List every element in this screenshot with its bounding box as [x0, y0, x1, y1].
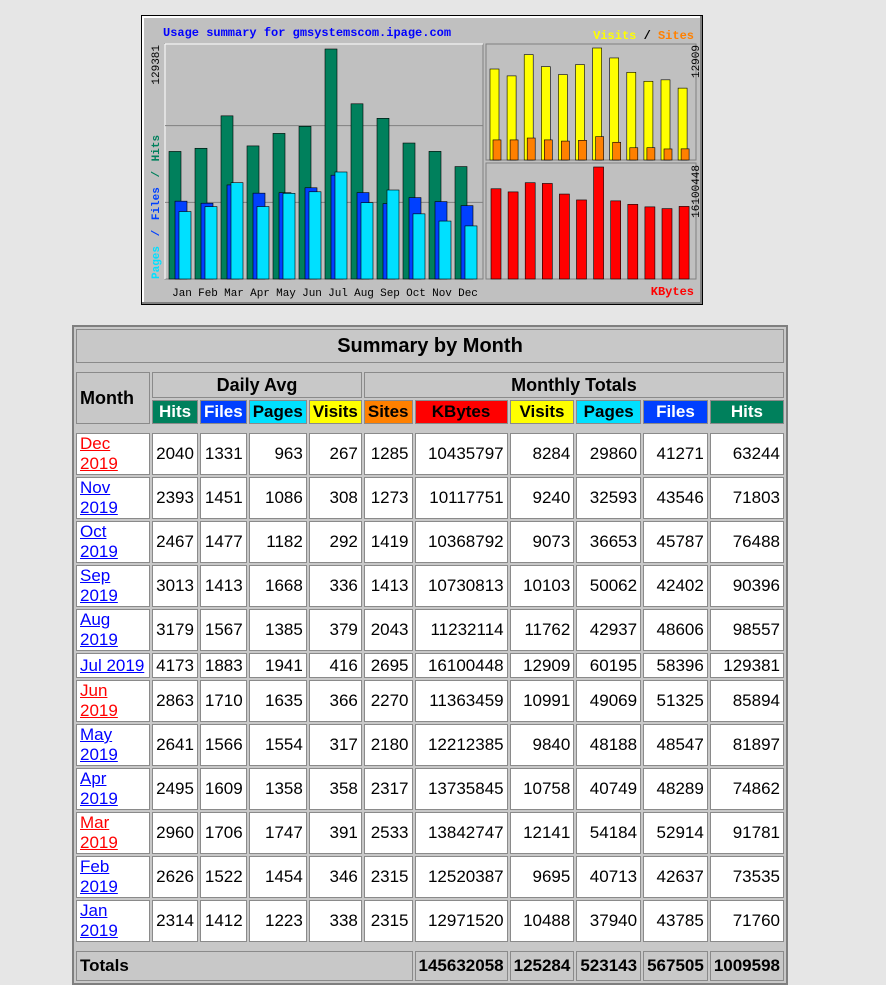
cell-kbytes: 16100448: [415, 653, 508, 678]
table-title: Summary by Month: [76, 329, 784, 363]
cell-files: 48289: [643, 768, 708, 810]
cell-visits: 10103: [510, 565, 575, 607]
cell-hits: 2641: [152, 724, 198, 766]
cell-kbytes: 10435797: [415, 433, 508, 475]
bar-visits-nov: [661, 80, 670, 160]
cell-visits: 366: [309, 680, 362, 722]
bar-kbytes-apr: [542, 183, 552, 279]
bar-sites-aug: [613, 142, 621, 160]
cell-hits: 2314: [152, 900, 198, 942]
cell-visits: 10758: [510, 768, 575, 810]
cell-hits: 2495: [152, 768, 198, 810]
cell-files: 1567: [200, 609, 247, 651]
cell-sites: 2315: [364, 856, 413, 898]
cell-visits: 358: [309, 768, 362, 810]
cell-hits: 85894: [710, 680, 784, 722]
table-row: [76, 768, 784, 810]
month-cell: [76, 724, 150, 766]
totals-row: [76, 951, 784, 981]
cell-files: 1566: [200, 724, 247, 766]
cell-visits: 9073: [510, 521, 575, 563]
legend-sites: Sites: [657, 29, 694, 43]
cell-hits: 73535: [710, 856, 784, 898]
bar-sites-feb: [510, 140, 518, 160]
bar-sites-sep: [630, 148, 638, 160]
cell-visits: 9695: [510, 856, 575, 898]
cell-hits: 2467: [152, 521, 198, 563]
cell-visits: 10488: [510, 900, 575, 942]
cell-hits: 71760: [710, 900, 784, 942]
bar-pages-oct: [413, 214, 425, 279]
table-row: [76, 477, 784, 519]
legend-visits: Visits: [593, 29, 637, 43]
table-row: [76, 856, 784, 898]
bar-sites-jan: [493, 140, 501, 160]
cell-hits: 71803: [710, 477, 784, 519]
table-row: [76, 609, 784, 651]
legend-kbytes: KBytes: [650, 285, 694, 299]
bar-pages-apr: [257, 207, 269, 279]
cell-visits: 346: [309, 856, 362, 898]
bar-sites-nov: [664, 149, 672, 160]
x-label-dec: Dec: [458, 288, 478, 300]
month-link-dec-2019[interactable]: Dec 2019: [80, 434, 118, 473]
cell-visits: 416: [309, 653, 362, 678]
month-header: Month: [76, 372, 150, 424]
cell-pages: 50062: [576, 565, 641, 607]
cell-pages: 40749: [576, 768, 641, 810]
legend-files: Files: [151, 187, 163, 221]
bar-pages-feb: [205, 207, 217, 279]
cell-visits: 292: [309, 521, 362, 563]
cell-hits: 76488: [710, 521, 784, 563]
cell-files: 42637: [643, 856, 708, 898]
bar-pages-jun: [309, 192, 321, 279]
cell-sites: 1285: [364, 433, 413, 475]
month-link-nov-2019[interactable]: Nov 2019: [80, 478, 118, 517]
visits-axis-max-label: 12909: [691, 45, 703, 79]
bar-kbytes-jan: [491, 189, 501, 279]
cell-files: 1451: [200, 477, 247, 519]
month-link-sep-2019[interactable]: Sep 2019: [80, 566, 118, 605]
cell-hits: 91781: [710, 812, 784, 854]
col-header-visits-3: Visits: [309, 400, 362, 424]
cell-visits: 10991: [510, 680, 575, 722]
month-link-jan-2019[interactable]: Jan 2019: [80, 901, 118, 940]
total-kbytes: 145632058: [415, 951, 508, 981]
cell-files: 1706: [200, 812, 247, 854]
cell-sites: 1419: [364, 521, 413, 563]
bar-pages-dec: [465, 226, 477, 279]
cell-pages: 1182: [249, 521, 307, 563]
legend-sep-3: /: [643, 29, 651, 43]
legend-hits: Hits: [151, 134, 163, 162]
month-cell: [76, 680, 150, 722]
cell-files: 1883: [200, 653, 247, 678]
usage-chart: [141, 15, 703, 305]
total-pages: 523143: [576, 951, 641, 981]
cell-pages: 1635: [249, 680, 307, 722]
month-cell: [76, 856, 150, 898]
cell-files: 42402: [643, 565, 708, 607]
cell-visits: 317: [309, 724, 362, 766]
cell-files: 52914: [643, 812, 708, 854]
month-cell: [76, 565, 150, 607]
col-header-hits-9: Hits: [710, 400, 784, 424]
cell-hits: 63244: [710, 433, 784, 475]
bar-pages-sep: [387, 190, 399, 279]
cell-sites: 2043: [364, 609, 413, 651]
total-visits: 125284: [510, 951, 575, 981]
cell-kbytes: 13842747: [415, 812, 508, 854]
x-label-oct: Oct: [406, 288, 426, 300]
bar-kbytes-may: [559, 194, 569, 279]
bar-pages-jul: [335, 172, 347, 279]
bar-pages-jan: [179, 212, 191, 279]
cell-visits: 11762: [510, 609, 575, 651]
cell-kbytes: 12520387: [415, 856, 508, 898]
col-header-visits-6: Visits: [510, 400, 575, 424]
cell-files: 1331: [200, 433, 247, 475]
cell-pages: 1554: [249, 724, 307, 766]
cell-sites: 2180: [364, 724, 413, 766]
cell-files: 51325: [643, 680, 708, 722]
bar-sites-jul: [596, 137, 604, 160]
cell-pages: 1941: [249, 653, 307, 678]
bar-kbytes-mar: [525, 183, 535, 279]
col-header-kbytes-5: KBytes: [415, 400, 508, 424]
x-label-jun: Jun: [302, 288, 322, 300]
cell-hits: 3013: [152, 565, 198, 607]
bar-sites-dec: [681, 149, 689, 160]
x-label-may: May: [276, 288, 296, 300]
x-label-jul: Jul: [328, 288, 348, 300]
bar-pages-mar: [231, 183, 243, 279]
cell-hits: 2040: [152, 433, 198, 475]
cell-files: 1609: [200, 768, 247, 810]
cell-pages: 1223: [249, 900, 307, 942]
cell-hits: 4173: [152, 653, 198, 678]
table-row: [76, 812, 784, 854]
cell-kbytes: 12212385: [415, 724, 508, 766]
cell-visits: 9240: [510, 477, 575, 519]
cell-hits: 2960: [152, 812, 198, 854]
cell-hits: 2626: [152, 856, 198, 898]
cell-visits: 267: [309, 433, 362, 475]
col-header-pages-7: Pages: [576, 400, 641, 424]
bar-pages-may: [283, 193, 295, 279]
col-header-pages-2: Pages: [249, 400, 307, 424]
col-header-hits-0: Hits: [152, 400, 198, 424]
daily-avg-header: Daily Avg: [152, 372, 362, 398]
bar-pages-aug: [361, 203, 373, 279]
cell-files: 58396: [643, 653, 708, 678]
table-row: [76, 565, 784, 607]
month-link-oct-2019[interactable]: Oct 2019: [80, 522, 118, 561]
column-header-row: [76, 400, 784, 424]
table-row: [76, 900, 784, 942]
table-row: [76, 521, 784, 563]
cell-kbytes: 11232114: [415, 609, 508, 651]
cell-pages: 1454: [249, 856, 307, 898]
cell-files: 1522: [200, 856, 247, 898]
x-label-apr: Apr: [250, 288, 270, 300]
x-label-nov: Nov: [432, 288, 452, 300]
cell-files: 48547: [643, 724, 708, 766]
month-link-mar-2019[interactable]: Mar 2019: [80, 813, 118, 852]
cell-pages: 1358: [249, 768, 307, 810]
month-cell: [76, 653, 150, 678]
cell-pages: 48188: [576, 724, 641, 766]
month-link-may-2019[interactable]: May 2019: [80, 725, 118, 764]
kbytes-axis-max-label: 16100448: [691, 165, 703, 218]
col-header-files-8: Files: [643, 400, 708, 424]
bar-kbytes-sep: [628, 204, 638, 279]
x-label-aug: Aug: [354, 288, 374, 300]
cell-pages: 29860: [576, 433, 641, 475]
cell-hits: 3179: [152, 609, 198, 651]
cell-visits: 338: [309, 900, 362, 942]
monthly-totals-header: Monthly Totals: [364, 372, 784, 398]
cell-files: 1413: [200, 565, 247, 607]
bar-kbytes-jul: [594, 167, 604, 279]
cell-files: 1710: [200, 680, 247, 722]
month-link-jun-2019[interactable]: Jun 2019: [80, 681, 118, 720]
cell-hits: 81897: [710, 724, 784, 766]
month-cell: [76, 477, 150, 519]
bar-kbytes-jun: [577, 200, 587, 279]
month-link-feb-2019[interactable]: Feb 2019: [80, 857, 118, 896]
summary-by-month-table: [72, 325, 788, 985]
group-header-row: [76, 372, 784, 398]
cell-files: 43785: [643, 900, 708, 942]
cell-files: 48606: [643, 609, 708, 651]
bar-sites-jun: [579, 140, 587, 160]
bar-pages-nov: [439, 221, 451, 279]
cell-pages: 60195: [576, 653, 641, 678]
cell-pages: 40713: [576, 856, 641, 898]
bar-kbytes-dec: [679, 206, 689, 279]
cell-visits: 9840: [510, 724, 575, 766]
cell-pages: 49069: [576, 680, 641, 722]
month-link-apr-2019[interactable]: Apr 2019: [80, 769, 118, 808]
cell-sites: 1273: [364, 477, 413, 519]
left-legend: [151, 135, 163, 279]
bar-sites-oct: [647, 148, 655, 160]
legend-pages: Pages: [151, 245, 163, 279]
cell-hits: 2863: [152, 680, 198, 722]
bar-kbytes-feb: [508, 192, 518, 279]
table-row: [76, 680, 784, 722]
month-link-aug-2019[interactable]: Aug 2019: [80, 610, 118, 649]
cell-hits: 129381: [710, 653, 784, 678]
totals-label: Totals: [76, 951, 413, 981]
x-label-mar: Mar: [224, 288, 244, 300]
cell-sites: 2695: [364, 653, 413, 678]
cell-kbytes: 10368792: [415, 521, 508, 563]
cell-files: 1477: [200, 521, 247, 563]
cell-sites: 2317: [364, 768, 413, 810]
cell-kbytes: 13735845: [415, 768, 508, 810]
cell-kbytes: 11363459: [415, 680, 508, 722]
legend-sep-1: /: [151, 229, 163, 237]
cell-kbytes: 10117751: [415, 477, 508, 519]
cell-kbytes: 10730813: [415, 565, 508, 607]
bar-kbytes-aug: [611, 201, 621, 279]
cell-files: 41271: [643, 433, 708, 475]
cell-sites: 2270: [364, 680, 413, 722]
table-title-row: [76, 329, 784, 363]
month-cell: [76, 609, 150, 651]
col-header-sites-4: Sites: [364, 400, 413, 424]
cell-pages: 1086: [249, 477, 307, 519]
table-row: [76, 724, 784, 766]
cell-files: 1412: [200, 900, 247, 942]
cell-visits: 308: [309, 477, 362, 519]
cell-pages: 36653: [576, 521, 641, 563]
bar-sites-apr: [544, 140, 552, 160]
left-axis-max-label: 129381: [151, 45, 163, 85]
cell-visits: 12909: [510, 653, 575, 678]
cell-hits: 2393: [152, 477, 198, 519]
cell-visits: 379: [309, 609, 362, 651]
month-cell: [76, 900, 150, 942]
month-cell: [76, 812, 150, 854]
cell-files: 45787: [643, 521, 708, 563]
cell-hits: 90396: [710, 565, 784, 607]
col-header-files-1: Files: [200, 400, 247, 424]
cell-kbytes: 12971520: [415, 900, 508, 942]
chart-title: Usage summary for gmsystemscom.ipage.com: [163, 26, 452, 40]
bar-sites-may: [561, 141, 569, 160]
bar-visits-sep: [627, 72, 636, 160]
bar-sites-mar: [527, 138, 535, 160]
cell-pages: 1385: [249, 609, 307, 651]
month-cell: [76, 433, 150, 475]
cell-visits: 12141: [510, 812, 575, 854]
cell-hits: 98557: [710, 609, 784, 651]
cell-pages: 1747: [249, 812, 307, 854]
bar-kbytes-oct: [645, 207, 655, 279]
cell-pages: 42937: [576, 609, 641, 651]
total-hits: 1009598: [710, 951, 784, 981]
month-link-jul-2019[interactable]: Jul 2019: [80, 655, 145, 675]
table-row: [76, 653, 784, 678]
cell-files: 43546: [643, 477, 708, 519]
x-label-sep: Sep: [380, 288, 400, 300]
right-legend: [593, 29, 694, 43]
cell-visits: 8284: [510, 433, 575, 475]
cell-pages: 54184: [576, 812, 641, 854]
month-cell: [76, 768, 150, 810]
total-files: 567505: [643, 951, 708, 981]
x-label-feb: Feb: [198, 288, 218, 300]
cell-sites: 1413: [364, 565, 413, 607]
cell-pages: 1668: [249, 565, 307, 607]
cell-pages: 32593: [576, 477, 641, 519]
cell-visits: 336: [309, 565, 362, 607]
cell-sites: 2315: [364, 900, 413, 942]
month-cell: [76, 521, 150, 563]
x-label-jan: Jan: [172, 288, 192, 300]
bar-kbytes-nov: [662, 209, 672, 279]
cell-sites: 2533: [364, 812, 413, 854]
cell-hits: 74862: [710, 768, 784, 810]
table-row: [76, 433, 784, 475]
legend-sep-2: /: [151, 170, 163, 178]
cell-pages: 37940: [576, 900, 641, 942]
cell-pages: 963: [249, 433, 307, 475]
cell-visits: 391: [309, 812, 362, 854]
